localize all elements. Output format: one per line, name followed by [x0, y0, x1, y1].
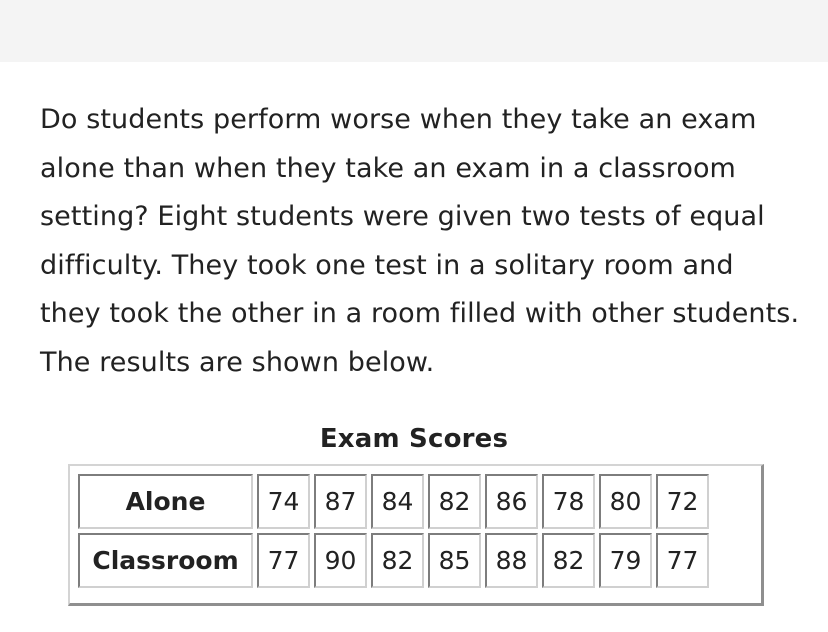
table-cell: 78	[542, 474, 595, 529]
table-caption: Exam Scores	[319, 424, 509, 454]
question-text: Do students perform worse when they take an exam alone than when they take an exam in a classroom setting? Eight students were given two tests of equal difficulty. They took one test in a solitary room and they took the other in a room filled with other students. The results are shown below.	[40, 104, 800, 378]
table-cell: 72	[656, 474, 709, 529]
scores-table	[74, 470, 713, 592]
scores-table-frame	[68, 464, 764, 606]
table-cell: 80	[599, 474, 652, 529]
table-cell: 74	[257, 474, 310, 529]
table-cell: 77	[656, 533, 709, 588]
table-cell: 84	[371, 474, 424, 529]
row-label-alone: Alone	[78, 474, 253, 529]
table-cell: 82	[428, 474, 481, 529]
top-band	[0, 0, 828, 62]
table-row-classroom	[78, 533, 709, 588]
table-cell: 86	[485, 474, 538, 529]
table-cell: 79	[599, 533, 652, 588]
table-row-alone	[78, 474, 709, 529]
table-cell: 90	[314, 533, 367, 588]
table-cell: 85	[428, 533, 481, 588]
table-cell: 82	[542, 533, 595, 588]
row-label-classroom: Classroom	[78, 533, 253, 588]
table-cell: 87	[314, 474, 367, 529]
table-cell: 77	[257, 533, 310, 588]
table-cell: 88	[485, 533, 538, 588]
table-cell: 82	[371, 533, 424, 588]
